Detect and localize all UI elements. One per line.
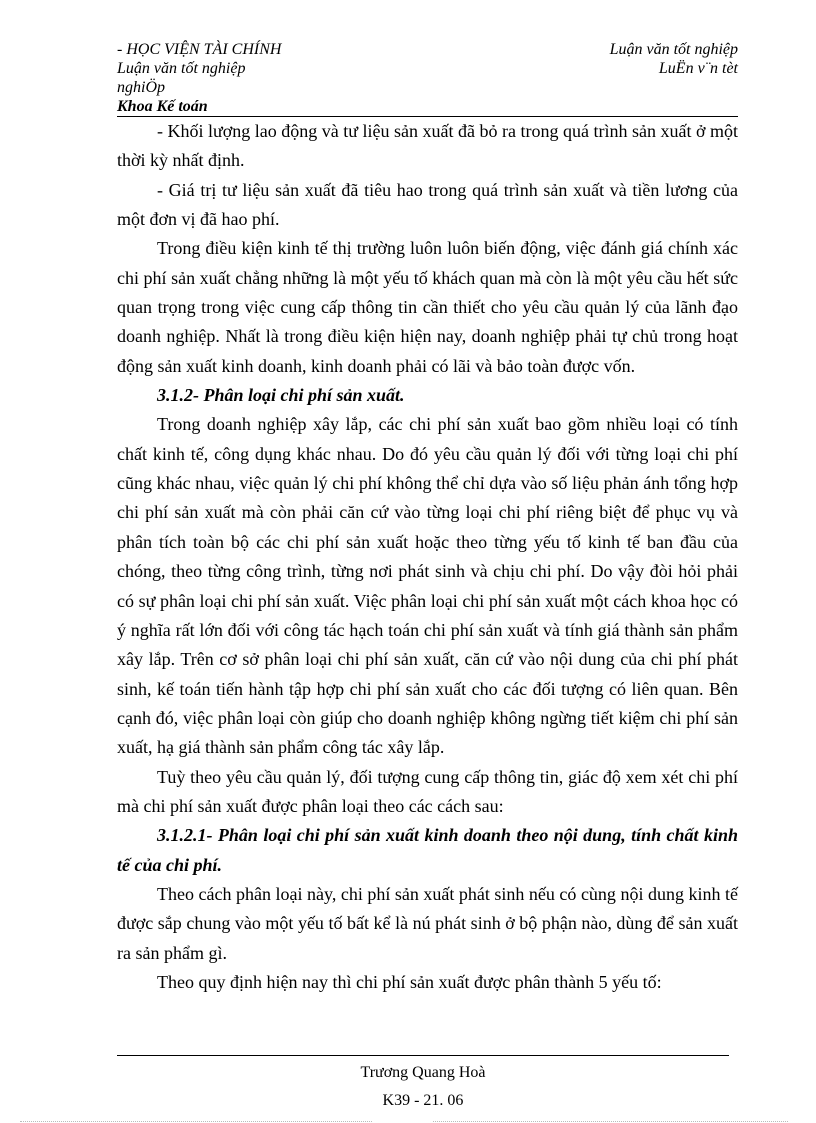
page-header [117, 40, 738, 116]
paragraph: Theo quy định hiện nay thì chi phí sản xuất được phân thành 5 yếu tố: [157, 971, 662, 992]
subsection-heading: 3.1.2.1- Phân loại chi phí sản xuất kinh doanh theo nội dung, tính chất kinh tế của chi phí. [117, 825, 738, 875]
paragraph: Trong điều kiện kinh tế thị trường luôn luôn biến động, việc đánh giá chính xác chi phí sản xuất chẳng những là một yếu tố khách quan mà còn là một yêu cầu hết sức quan trọng trong việc cung cấp thông tin cần thiết cho yêu cầu quản lý của lãnh đạo doanh nghiệp. Nhất là trong điều kiện hiện nay, doanh nghiệp phải tự chủ trong hoạt động sản xuất kinh doanh, kinh doanh phải có lãi và bảo toàn được vốn. [117, 238, 738, 376]
header-department: Khoa Kế toán [117, 98, 208, 115]
paragraph: - Khối lượng lao động và tư liệu sản xuất đã bỏ ra trong quá trình sản xuất ở một thời kỳ nhất định. [117, 121, 738, 171]
paragraph: Theo cách phân loại này, chi phí sản xuất phát sinh nếu có cùng nội dung kinh tế được sắp chung vào một yếu tố bất kể là nú phát sinh ở bộ phận nào, dùng để sản xuất ra sản phẩm gì. [117, 883, 738, 963]
header-row-2 [117, 59, 738, 78]
header-garbled-text: LuËn v¨n tèt [658, 60, 738, 77]
page-edge-dotted-line [433, 1121, 788, 1122]
document-body [117, 117, 738, 997]
page-footer [117, 1059, 729, 1115]
paragraph: - Giá trị tư liệu sản xuất đã tiêu hao trong quá trình sản xuất và tiền lương của một đơn vị đã hao phí. [117, 179, 738, 230]
paragraph: Trong doanh nghiệp xây lắp, các chi phí sản xuất bao gồm nhiều loại có tính chất kinh tế, công dụng khác nhau. Do đó yêu cầu quản lý đối với từng loại chi phí cũng khác nhau, việc quản lý chi phí không thể chỉ dựa vào số liệu phản ánh tổng hợp chi phí sản xuất mà còn phải căn cứ vào từng loại chi phí riêng biệt để phục vụ và phân tích toàn bộ các chi phí sản xuất hoặc theo từng yếu tố kinh tế ban đầu của chóng, theo từng công trình, từng nơi phát sinh và chịu chi phí. Do vậy đòi hỏi phải có sự phân loại chi phí sản xuất. Việc phân loại chi phí sản xuất một cách khoa học có ý nghĩa rất lớn đối với công tác hạch toán chi phí sản xuất và tính giá thành sản phẩm xây lắp. Trên cơ sở phân loại chi phí sản xuất, căn cứ vào nội dung của chi phí phát sinh, kế toán tiến hành tập hợp chi phí sản xuất cho các đối tượng có liên quan. Bên cạnh đó, việc phân loại còn giúp cho doanh nghiệp không ngừng tiết kiệm chi phí sản xuất, hạ giá thành sản phẩm công tác xây lắp. [117, 414, 738, 758]
footer-class-code: K39 - 21. 06 [382, 1092, 464, 1109]
page-edge-dotted-line [20, 1121, 372, 1122]
paragraph: Tuỳ theo yêu cầu quản lý, đối tượng cung cấp thông tin, giác độ xem xét chi phí mà chi phí sản xuất được phân loại theo các cách sau: [117, 766, 738, 816]
header-row-3 [117, 78, 738, 97]
header-row-1 [117, 40, 738, 59]
header-garbled-continuation: nghiÖp [117, 79, 165, 96]
header-doc-type-repeat: Luận văn tốt nghiệp [117, 60, 246, 77]
header-doc-type: Luận văn tốt nghiệp [609, 41, 738, 58]
footer-divider [117, 1055, 729, 1056]
header-school: - HỌC VIỆN TÀI CHÍNH [117, 41, 282, 58]
section-heading: 3.1.2- Phân loại chi phí sản xuất. [157, 385, 405, 406]
header-row-4 [117, 97, 738, 116]
footer-author: Trương Quang Hoà [360, 1064, 486, 1081]
